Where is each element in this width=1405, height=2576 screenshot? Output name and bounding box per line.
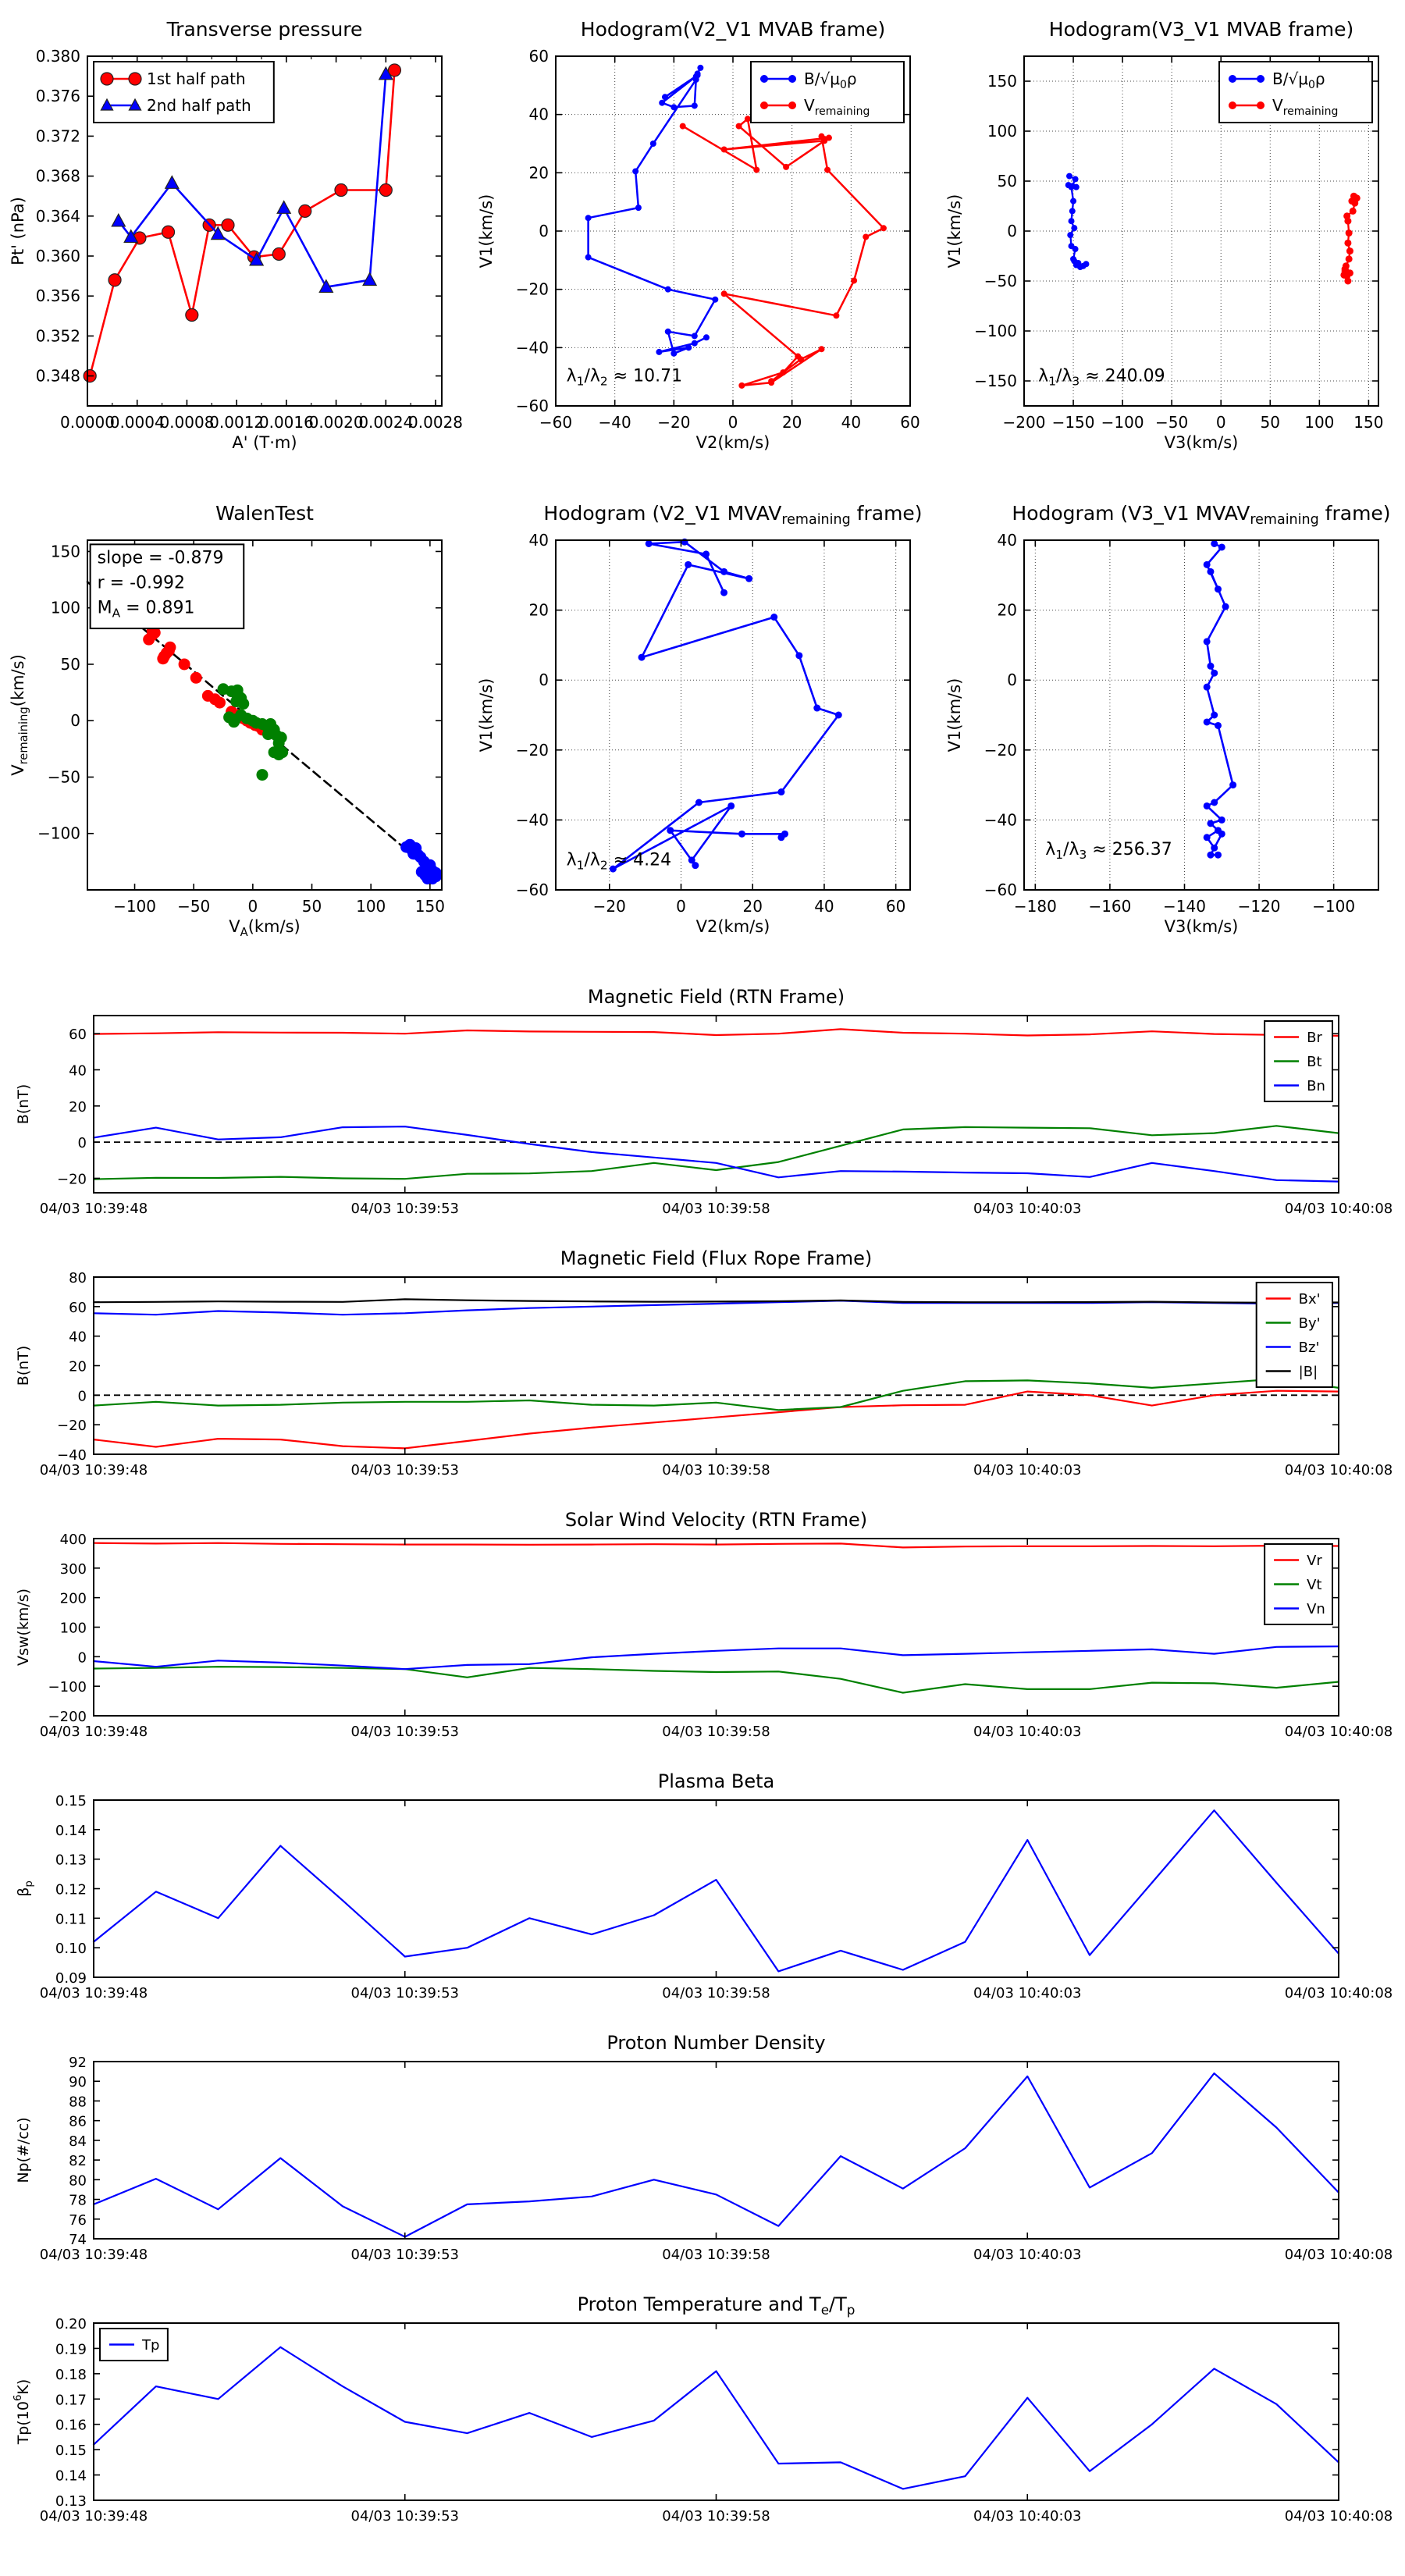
y-axis-label: Pt' (nPa) bbox=[9, 197, 27, 265]
legend bbox=[751, 62, 904, 123]
svg-text:0.14: 0.14 bbox=[55, 2467, 87, 2485]
svg-text:0.10: 0.10 bbox=[55, 1941, 87, 1958]
svg-text:0.0024: 0.0024 bbox=[358, 413, 414, 432]
chart-magnetic-field-flux-rope-svg bbox=[0, 1241, 1405, 1503]
svg-text:Vremaining: $V_{remaining}$ bbox=[1272, 96, 1339, 118]
svg-text:92: 92 bbox=[69, 2055, 87, 2071]
svg-text:04/03 10:39:58: 04/03 10:39:58 bbox=[662, 2247, 770, 2263]
chart-title: Hodogram(V3_V1 MVAB frame) bbox=[1048, 18, 1354, 41]
svg-text:0.12: 0.12 bbox=[55, 1881, 87, 1898]
chart-title: Magnetic Field (Flux Rope Frame) bbox=[560, 1247, 873, 1269]
svg-text:λ1/λ3 ≈ 256.37: $\lambda_1/\lambda_3 \approx 256.37$ bbox=[1045, 840, 1172, 863]
svg-text:04/03 10:40:08: 04/03 10:40:08 bbox=[1284, 1985, 1393, 2001]
svg-text:B/√μ0ρ: $B/√\mu_0\rho$ bbox=[804, 69, 857, 91]
chart-title: Proton Temperature and $T_e/T_p$ bbox=[577, 2293, 855, 2318]
svg-text:r = -0.992: r = -0.992 bbox=[97, 573, 186, 593]
svg-text:1st half path: 1st half path bbox=[147, 69, 246, 88]
svg-text:20: 20 bbox=[781, 413, 802, 432]
svg-text:slope = -0.879: slope = -0.879 bbox=[97, 548, 224, 568]
svg-text:Bx': Bx' bbox=[1298, 1290, 1321, 1308]
svg-text:04/03 10:39:48: 04/03 10:39:48 bbox=[39, 1462, 148, 1478]
svg-text:0: 0 bbox=[727, 413, 738, 432]
chart-hodogram-v2v1-mvav-svg bbox=[468, 484, 937, 945]
svg-text:50: 50 bbox=[997, 172, 1017, 190]
svg-text:04/03 10:39:48: 04/03 10:39:48 bbox=[39, 1985, 148, 2001]
svg-text:04/03 10:39:58: 04/03 10:39:58 bbox=[662, 1462, 770, 1478]
svg-text:04/03 10:39:53: 04/03 10:39:53 bbox=[350, 1985, 459, 2001]
svg-text:B/√μ0ρ: $B/√\mu_0\rho$ bbox=[1272, 69, 1325, 91]
svg-text:−100: −100 bbox=[113, 897, 157, 916]
svg-text:40: 40 bbox=[997, 531, 1017, 550]
svg-text:λ1/λ2 ≈ 4.24: $\lambda_1/\lambda_2 \approx 4.24$ bbox=[566, 850, 672, 873]
svg-text:0.0012: 0.0012 bbox=[209, 413, 265, 432]
svg-text:−100: −100 bbox=[1312, 897, 1356, 916]
svg-text:40: 40 bbox=[528, 531, 549, 550]
svg-text:λ1/λ3 ≈ 240.09: $\lambda_1/\lambda_3 \approx 240.09$ bbox=[1038, 366, 1165, 389]
svg-text:04/03 10:40:03: 04/03 10:40:03 bbox=[973, 1201, 1082, 1217]
chart-title: Hodogram (V3_V1 $MVAV_{remaining}$ frame) bbox=[1012, 502, 1391, 528]
chart-hodogram-v3v1-mvab-svg bbox=[937, 0, 1405, 461]
svg-text:04/03 10:39:58: 04/03 10:39:58 bbox=[662, 1724, 770, 1740]
svg-text:−100: −100 bbox=[974, 322, 1017, 340]
svg-text:0.19: 0.19 bbox=[55, 2341, 87, 2358]
svg-text:0.0028: 0.0028 bbox=[408, 413, 464, 432]
legend bbox=[1264, 1021, 1332, 1101]
svg-text:150: 150 bbox=[987, 72, 1017, 91]
legend bbox=[1219, 62, 1372, 123]
svg-text:0.14: 0.14 bbox=[55, 1822, 87, 1839]
chart-hodogram-v2v1-mvav bbox=[468, 484, 937, 945]
svg-text:−50: −50 bbox=[984, 272, 1017, 290]
svg-text:−40: −40 bbox=[984, 810, 1017, 830]
figure-row-2 bbox=[0, 484, 1405, 945]
svg-text:40: 40 bbox=[69, 1062, 87, 1080]
chart-solar-wind-velocity-svg bbox=[0, 1503, 1405, 1764]
chart-title: WalenTest bbox=[215, 502, 314, 525]
svg-text:−200: −200 bbox=[48, 1709, 87, 1725]
x-axis-label: $V_A(km/s)$ bbox=[229, 917, 301, 939]
svg-text:Tp: Tp bbox=[142, 2336, 160, 2354]
svg-text:−60: −60 bbox=[515, 397, 549, 415]
svg-text:04/03 10:40:03: 04/03 10:40:03 bbox=[973, 1985, 1082, 2001]
svg-text:−20: −20 bbox=[984, 740, 1017, 760]
chart-hodogram-v3v1-mvav bbox=[937, 484, 1405, 945]
chart-title: Proton Number Density bbox=[606, 2032, 826, 2054]
svg-text:50: 50 bbox=[301, 897, 322, 916]
svg-text:04/03 10:39:58: 04/03 10:39:58 bbox=[662, 1201, 770, 1217]
svg-text:90: 90 bbox=[69, 2074, 87, 2091]
svg-text:04/03 10:39:53: 04/03 10:39:53 bbox=[350, 2508, 459, 2524]
chart-transverse-pressure-svg bbox=[0, 0, 468, 461]
svg-text:100: 100 bbox=[1304, 413, 1335, 432]
chart-walen-test bbox=[0, 484, 468, 945]
svg-text:0.0020: 0.0020 bbox=[308, 413, 364, 432]
chart-walen-test-svg bbox=[0, 484, 468, 945]
svg-text:40: 40 bbox=[69, 1329, 87, 1346]
legend bbox=[1264, 1544, 1332, 1624]
y-axis-label: $V_{remaining}(km/s)$ bbox=[9, 654, 30, 776]
svg-text:λ1/λ2 ≈ 10.71: $\lambda_1/\lambda_2 \approx 10.71$ bbox=[566, 366, 683, 389]
chart-proton-number-density-svg bbox=[0, 2026, 1405, 2287]
y-axis-label: V1(km/s) bbox=[477, 194, 496, 269]
svg-text:04/03 10:39:53: 04/03 10:39:53 bbox=[350, 1462, 459, 1478]
svg-text:Vn: Vn bbox=[1307, 1600, 1325, 1617]
svg-text:Bz': Bz' bbox=[1298, 1339, 1320, 1356]
svg-text:0: 0 bbox=[70, 711, 80, 731]
svg-text:0: 0 bbox=[1007, 222, 1017, 240]
y-axis-label: $Tp(10^6K)$ bbox=[12, 2379, 32, 2445]
svg-text:0.356: 0.356 bbox=[35, 286, 80, 306]
chart-solar-wind-velocity bbox=[0, 1503, 1405, 1764]
x-axis-label: V3(km/s) bbox=[1164, 917, 1239, 936]
svg-text:Br: Br bbox=[1307, 1029, 1322, 1046]
svg-text:400: 400 bbox=[59, 1532, 87, 1548]
svg-text:−120: −120 bbox=[1237, 897, 1281, 916]
svg-text:−100: −100 bbox=[37, 824, 80, 843]
svg-text:100: 100 bbox=[987, 122, 1017, 141]
svg-text:0.16: 0.16 bbox=[55, 2417, 87, 2434]
svg-text:60: 60 bbox=[69, 1299, 87, 1316]
svg-text:Vremaining: $V_{remaining}$ bbox=[804, 96, 870, 118]
annotation bbox=[91, 544, 244, 628]
svg-text:0.372: 0.372 bbox=[35, 126, 80, 146]
svg-text:60: 60 bbox=[528, 47, 549, 66]
chart-proton-temperature-svg bbox=[0, 2287, 1405, 2572]
svg-text:150: 150 bbox=[414, 897, 445, 916]
svg-text:78: 78 bbox=[69, 2192, 87, 2209]
chart-proton-number-density bbox=[0, 2026, 1405, 2287]
chart-transverse-pressure bbox=[0, 0, 468, 461]
chart-title: Solar Wind Velocity (RTN Frame) bbox=[564, 1509, 868, 1531]
svg-text:0.13: 0.13 bbox=[55, 2493, 87, 2510]
svg-text:2nd half path: 2nd half path bbox=[147, 96, 251, 115]
svg-text:0.20: 0.20 bbox=[55, 2316, 87, 2332]
svg-text:20: 20 bbox=[528, 600, 549, 620]
svg-text:0.364: 0.364 bbox=[35, 206, 80, 226]
svg-text:0: 0 bbox=[539, 671, 549, 690]
svg-text:−20: −20 bbox=[515, 740, 549, 760]
svg-text:04/03 10:40:03: 04/03 10:40:03 bbox=[973, 2508, 1082, 2524]
chart-magnetic-field-rtn bbox=[0, 980, 1405, 1241]
svg-text:04/03 10:39:58: 04/03 10:39:58 bbox=[662, 2508, 770, 2524]
svg-text:−50: −50 bbox=[177, 897, 211, 916]
y-axis-label: Np(#/cc) bbox=[15, 2117, 32, 2183]
chart-hodogram-v2v1-mvab bbox=[468, 0, 937, 461]
chart-hodogram-v3v1-mvav-svg bbox=[937, 484, 1405, 945]
svg-text:0: 0 bbox=[1215, 413, 1226, 432]
svg-text:04/03 10:40:08: 04/03 10:40:08 bbox=[1284, 2247, 1393, 2263]
svg-text:04/03 10:39:53: 04/03 10:39:53 bbox=[350, 2247, 459, 2263]
y-axis-label: V1(km/s) bbox=[945, 678, 964, 753]
row-gap bbox=[0, 461, 1405, 484]
x-axis-label: V2(km/s) bbox=[695, 433, 770, 452]
svg-text:−160: −160 bbox=[1088, 897, 1132, 916]
svg-text:−200: −200 bbox=[1002, 413, 1046, 432]
svg-text:−40: −40 bbox=[598, 413, 631, 432]
chart-magnetic-field-flux-rope bbox=[0, 1241, 1405, 1503]
svg-text:0.09: 0.09 bbox=[55, 1970, 87, 1987]
svg-text:04/03 10:39:48: 04/03 10:39:48 bbox=[39, 1724, 148, 1740]
svg-text:−180: −180 bbox=[1013, 897, 1057, 916]
svg-text:−20: −20 bbox=[515, 279, 549, 299]
svg-text:20: 20 bbox=[742, 897, 763, 916]
svg-text:−40: −40 bbox=[515, 810, 549, 830]
svg-text:60: 60 bbox=[69, 1026, 87, 1044]
svg-text:0: 0 bbox=[539, 222, 549, 240]
svg-text:0.18: 0.18 bbox=[55, 2366, 87, 2383]
y-axis-label: Vsw(km/s) bbox=[15, 1588, 32, 1667]
chart-hodogram-v2v1-mvab-svg bbox=[468, 0, 937, 461]
svg-text:100: 100 bbox=[59, 1620, 87, 1637]
svg-text:|B|: |B| bbox=[1298, 1363, 1318, 1380]
chart-magnetic-field-rtn-svg bbox=[0, 980, 1405, 1241]
svg-text:80: 80 bbox=[69, 1270, 87, 1286]
x-axis-label: V2(km/s) bbox=[695, 917, 770, 936]
svg-text:04/03 10:40:08: 04/03 10:40:08 bbox=[1284, 1201, 1393, 1217]
svg-text:−140: −140 bbox=[1163, 897, 1206, 916]
svg-text:0.15: 0.15 bbox=[55, 2443, 87, 2460]
svg-text:0.352: 0.352 bbox=[35, 326, 80, 346]
svg-text:0.0008: 0.0008 bbox=[159, 413, 215, 432]
y-axis-label: B(nT) bbox=[15, 1345, 32, 1386]
svg-text:88: 88 bbox=[69, 2094, 87, 2111]
svg-text:−150: −150 bbox=[1051, 413, 1095, 432]
svg-text:0.17: 0.17 bbox=[55, 2392, 87, 2409]
svg-text:04/03 10:40:03: 04/03 10:40:03 bbox=[973, 1462, 1082, 1478]
y-axis-label: V1(km/s) bbox=[477, 678, 496, 753]
svg-text:−20: −20 bbox=[57, 1171, 87, 1188]
svg-text:0.0000: 0.0000 bbox=[60, 413, 115, 432]
svg-text:76: 76 bbox=[69, 2211, 87, 2229]
annotation bbox=[1045, 840, 1172, 862]
svg-text:0.360: 0.360 bbox=[35, 247, 80, 265]
svg-text:04/03 10:40:03: 04/03 10:40:03 bbox=[973, 1724, 1082, 1740]
svg-text:20: 20 bbox=[69, 1098, 87, 1115]
svg-text:0.380: 0.380 bbox=[35, 47, 80, 66]
y-axis-label: $\beta_p$ bbox=[15, 1880, 35, 1897]
svg-text:20: 20 bbox=[528, 163, 549, 183]
annotation bbox=[1038, 367, 1165, 389]
svg-text:40: 40 bbox=[814, 897, 834, 916]
svg-text:−20: −20 bbox=[57, 1418, 87, 1435]
svg-text:82: 82 bbox=[69, 2153, 87, 2170]
svg-text:04/03 10:40:03: 04/03 10:40:03 bbox=[973, 2247, 1082, 2263]
svg-text:50: 50 bbox=[1260, 413, 1281, 432]
svg-text:04/03 10:40:08: 04/03 10:40:08 bbox=[1284, 1462, 1393, 1478]
svg-text:0: 0 bbox=[247, 897, 258, 916]
annotation bbox=[567, 367, 682, 389]
svg-text:−40: −40 bbox=[515, 338, 549, 358]
svg-text:0.348: 0.348 bbox=[35, 366, 80, 386]
legend bbox=[94, 62, 274, 123]
x-axis-label: A' (T·m) bbox=[232, 433, 297, 452]
svg-text:200: 200 bbox=[59, 1590, 87, 1607]
svg-text:0: 0 bbox=[1007, 671, 1017, 690]
svg-text:84: 84 bbox=[69, 2133, 87, 2150]
svg-text:−20: −20 bbox=[657, 413, 691, 432]
svg-text:74: 74 bbox=[69, 2232, 87, 2248]
svg-text:0: 0 bbox=[77, 1388, 87, 1405]
svg-text:100: 100 bbox=[50, 598, 80, 617]
svg-text:04/03 10:40:08: 04/03 10:40:08 bbox=[1284, 2508, 1393, 2524]
svg-text:0: 0 bbox=[77, 1649, 87, 1667]
legend bbox=[100, 2329, 168, 2361]
svg-text:04/03 10:39:48: 04/03 10:39:48 bbox=[39, 2508, 148, 2524]
svg-text:Vt: Vt bbox=[1307, 1576, 1322, 1593]
svg-text:0.368: 0.368 bbox=[35, 166, 80, 186]
svg-text:04/03 10:39:48: 04/03 10:39:48 bbox=[39, 1201, 148, 1217]
legend bbox=[1257, 1283, 1332, 1387]
svg-text:80: 80 bbox=[69, 2172, 87, 2190]
y-axis-label: B(nT) bbox=[15, 1083, 32, 1125]
svg-text:−60: −60 bbox=[515, 881, 549, 899]
svg-text:40: 40 bbox=[528, 105, 549, 124]
svg-text:0: 0 bbox=[77, 1135, 87, 1152]
chart-hodogram-v3v1-mvab bbox=[937, 0, 1405, 461]
svg-text:0.15: 0.15 bbox=[55, 1793, 87, 1809]
svg-text:−50: −50 bbox=[1155, 413, 1189, 432]
svg-text:−60: −60 bbox=[539, 413, 573, 432]
svg-text:0.376: 0.376 bbox=[35, 87, 80, 106]
svg-text:150: 150 bbox=[50, 542, 80, 561]
svg-text:86: 86 bbox=[69, 2113, 87, 2130]
chart-title: Hodogram (V2_V1 $MVAV_{remaining}$ frame) bbox=[543, 502, 923, 528]
svg-text:−60: −60 bbox=[984, 881, 1017, 899]
section-gap bbox=[0, 945, 1405, 980]
svg-text:By': By' bbox=[1298, 1315, 1321, 1332]
svg-text:100: 100 bbox=[356, 897, 386, 916]
svg-text:−100: −100 bbox=[48, 1679, 87, 1696]
svg-text:04/03 10:39:48: 04/03 10:39:48 bbox=[39, 2247, 148, 2263]
svg-text:20: 20 bbox=[69, 1358, 87, 1375]
chart-plasma-beta bbox=[0, 1764, 1405, 2026]
svg-text:04/03 10:39:53: 04/03 10:39:53 bbox=[350, 1201, 459, 1217]
svg-text:−100: −100 bbox=[1101, 413, 1144, 432]
chart-plasma-beta-svg bbox=[0, 1764, 1405, 2026]
svg-text:300: 300 bbox=[59, 1560, 87, 1578]
svg-text:04/03 10:39:53: 04/03 10:39:53 bbox=[350, 1724, 459, 1740]
y-axis-label: V1(km/s) bbox=[945, 194, 964, 269]
svg-text:−150: −150 bbox=[974, 372, 1017, 390]
chart-title: Plasma Beta bbox=[657, 1770, 775, 1792]
chart-title: Transverse pressure bbox=[166, 18, 363, 41]
svg-text:20: 20 bbox=[997, 600, 1017, 620]
svg-text:−20: −20 bbox=[592, 897, 626, 916]
svg-text:150: 150 bbox=[1353, 413, 1384, 432]
svg-text:MA = 0.891: $M_A = 0.891$ bbox=[97, 598, 195, 621]
svg-text:Vr: Vr bbox=[1307, 1552, 1322, 1569]
svg-text:0: 0 bbox=[676, 897, 686, 916]
chart-title: Magnetic Field (RTN Frame) bbox=[587, 986, 845, 1008]
svg-text:04/03 10:39:58: 04/03 10:39:58 bbox=[662, 1985, 770, 2001]
svg-text:0.11: 0.11 bbox=[55, 1911, 87, 1928]
svg-text:−40: −40 bbox=[57, 1447, 87, 1464]
svg-text:Bt: Bt bbox=[1307, 1053, 1322, 1070]
svg-text:04/03 10:40:08: 04/03 10:40:08 bbox=[1284, 1724, 1393, 1740]
chart-title: Hodogram(V2_V1 MVAB frame) bbox=[580, 18, 886, 41]
svg-text:0.0016: 0.0016 bbox=[258, 413, 314, 432]
svg-text:60: 60 bbox=[885, 897, 906, 916]
svg-text:−50: −50 bbox=[47, 767, 80, 787]
svg-text:0.0004: 0.0004 bbox=[109, 413, 165, 432]
figure-row-1 bbox=[0, 0, 1405, 461]
svg-text:60: 60 bbox=[900, 413, 920, 432]
svg-text:40: 40 bbox=[841, 413, 862, 432]
x-axis-label: V3(km/s) bbox=[1164, 433, 1239, 452]
svg-text:50: 50 bbox=[60, 654, 80, 674]
svg-text:Bn: Bn bbox=[1307, 1077, 1325, 1094]
chart-proton-temperature bbox=[0, 2287, 1405, 2572]
svg-text:0.13: 0.13 bbox=[55, 1852, 87, 1869]
